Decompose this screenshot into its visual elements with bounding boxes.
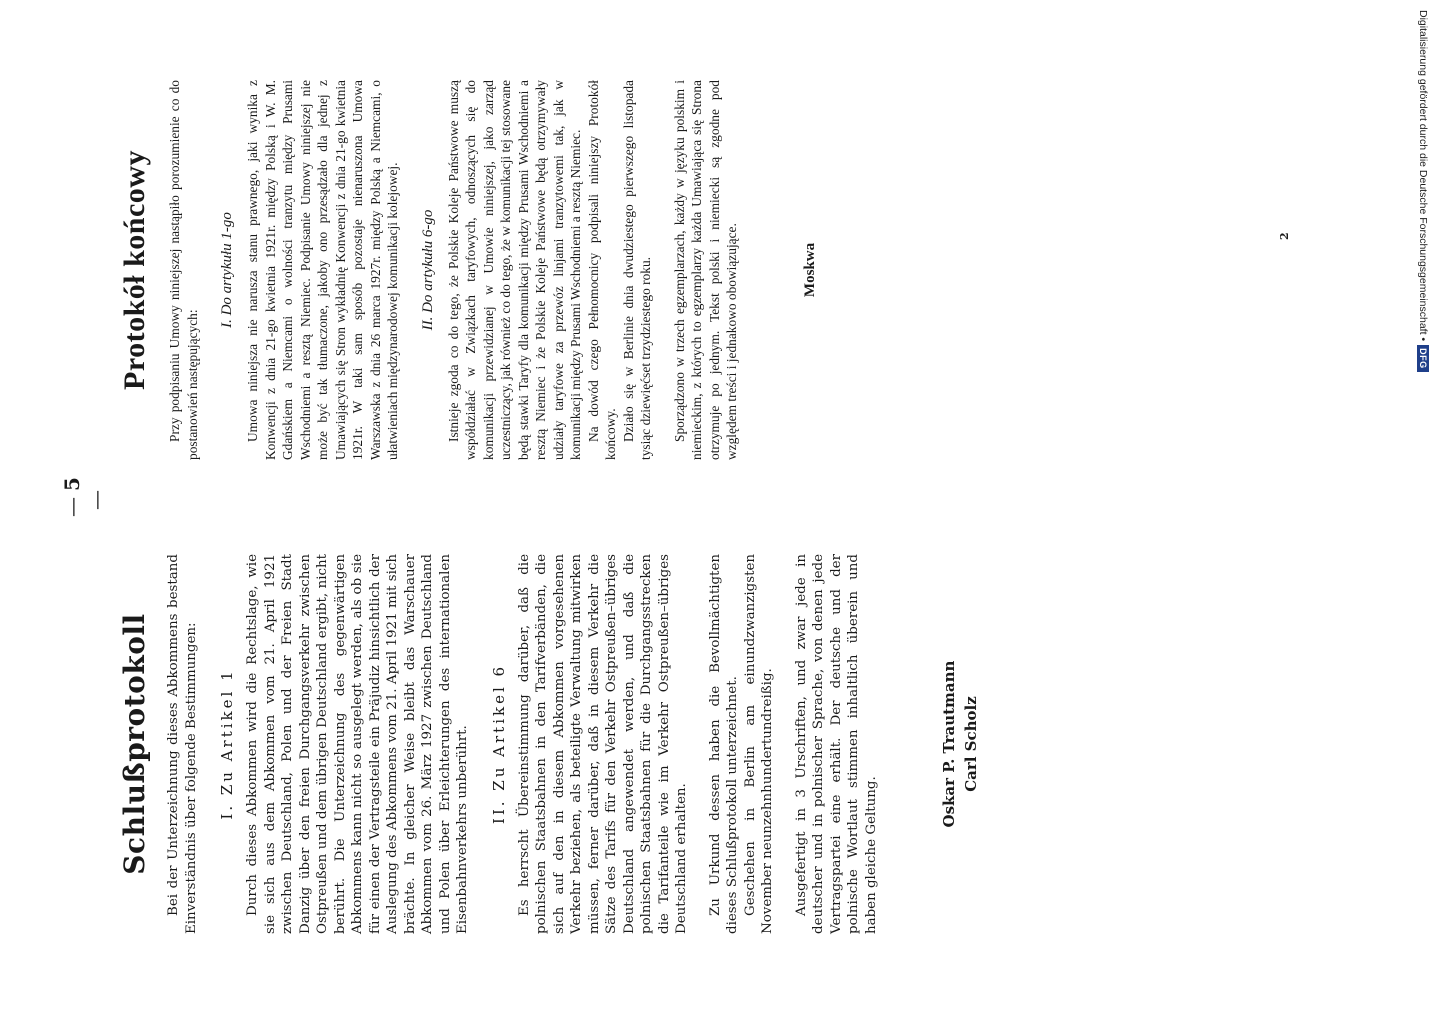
signature-trautmann: Oskar P. Trautmann	[940, 660, 958, 828]
polish-heading-article-1: I. Do artykułu 1-go	[219, 212, 235, 328]
dash-left: —	[60, 496, 84, 517]
polish-copies: Sporządzono w trzech egzemplarzach, każdy w języku polskim i niemieckim, z których to egzemplarzy każda Umawiająca się Strona otrzymuje po jednym. Tekst polski i niemiecki są zgodne pod względem treści i jednakowo obowiązujące.	[671, 80, 739, 460]
polish-column	[118, 80, 821, 460]
german-copies: Ausgefertigt in 3 Urschriften, und zwar jede in deutscher und in polnischer Sprache, von denen jede Vertragspartei eine erhält. Der deutsche und der polnische Wortlaut stimmen inhaltlich überein und haben gleiche Geltung.	[793, 554, 879, 934]
polish-paragraph-article-1: Umowa niniejsza nie narusza stanu prawnego, jaki wynika z Konwencji z dnia 21-go kwietnia 1921r. między Polską i W. M. Gdańskiem a Niemcami o wolności tranzytu między Prusami Wschodniemi a resztą Niemiec. Podpisanie Umowy niniejszej nie może być tak tłumaczone, jakoby ono przesądzało dla jednej z Umawiających się Stron wykładnię Konwencji z dnia 21-go kwietnia 1921r. W taki sam sposób pozostaje nienaruszona Umowa Warszawska z dnia 26 marca 1927r. między Polską a Niemcami, o ułatwieniach międzynarodowej komunikacji kolejowej.	[245, 80, 400, 460]
german-paragraph-article-1: Durch dieses Abkommen wird die Rechtslage, wie sie sich aus dem Abkommen vom 21. April 1921 zwischen Deutschland, Polen und der Freien Stadt Danzig über den freien Durchgangsverkehr zwischen Ostpreußen und dem übrigen Deutschland ergibt, nicht berührt. Die Unterzeichnung des gegenwärtigen Abkommens kann nicht so ausgelegt werden, als ob sie für einen der Vertragsteile ein Präjudiz hinsichtlich der Auslegung des Abkommens vom 21. April 1921 mit sich brächte. In gleicher Weise bleibt das Warschauer Abkommen vom 26. März 1927 zwischen Deutschland und Polen über Erleichterungen des internationalen Eisenbahnverkehrs unberührt.	[245, 554, 470, 934]
german-title: Schlußprotokoll	[118, 613, 151, 875]
polish-paragraph-article-6: Istnieje zgoda co do tego, że Polskie Koleje Państwowe muszą współdziałać w Związkach taryfowych, odnoszących się do komunikacji przewidzianej w Umowie niniejszej, jako zarząd uczestniczący, jak również co do tego, że w komunikacji tej stosowane będą stawki Taryfy dla komunikacji między Prusami Wschodniemi a resztą Niemiec i że Polskie Koleje Państwowe będą otrzymywały udziały taryfowe za przewóz linjami tranzytowemi tak, jak w komunikacji między Prusami Wschodniemi a resztą Niemiec.	[445, 80, 583, 460]
german-intro: Bei der Unterzeichnung dieses Abkommens bestand Einverständnis über folgende Bestimmungen:	[166, 554, 199, 934]
german-in-witness: Zu Urkund dessen haben die Bevollmächtigten dieses Schlußprotokoll unterzeichnet.	[707, 554, 740, 934]
polish-heading-article-6: II. Do artykułu 6-go	[419, 209, 436, 331]
page-number-value: 5	[60, 477, 84, 491]
polish-intro: Przy podpisaniu Umowy niniejszej nastąpiło porozumienie co do postanowień następujących:	[167, 80, 200, 460]
signature-moskwa: Moskwa	[801, 242, 818, 298]
polish-title: Protokół końcowy	[118, 150, 151, 390]
dash-right: —	[84, 490, 108, 510]
signature-scholz: Carl Scholz	[962, 696, 980, 792]
german-paragraph-article-6: Es herrscht Übereinstimmung darüber, daß die polnischen Staatsbahnen in den Tarifverbänden, die sich auf den in diesem Abkommen vorgesehenen Verkehr beziehen, als beteiligte Verwaltung mitwirken müssen, ferner darüber, daß in diesem Verkehr die Sätze des Tarifs für den Verkehr Ostpreußen–übriges Deutschland angewendet werden, und daß die polnischen Staatsbahnen für die Durchgangsstrecken die Tarifanteile wie im Verkehr Ostpreußen–übriges Deutschland erhalten.	[516, 554, 689, 934]
dfg-logo-icon: DFG	[1417, 345, 1429, 372]
digitization-credit	[1413, 0, 1433, 1000]
german-heading-article-6: II. Zu Artikel 6	[489, 663, 508, 825]
polish-signatures	[799, 80, 821, 460]
polish-in-witness: Na dowód czego Pełnomocnicy podpisali niniejszy Protokół końcowy.	[585, 80, 618, 460]
german-column	[118, 554, 982, 934]
footer-sheet-number: 2	[1278, 232, 1291, 240]
page-number	[60, 470, 108, 530]
credit-text: Digitalisierung gefördert durch die Deutsche Forschungsgemeinschaft •	[1417, 10, 1429, 342]
german-done-at: Geschehen in Berlin am einundzwanzigsten November neunzehnhundertundreißig.	[742, 554, 775, 934]
german-signatures	[938, 554, 982, 934]
german-heading-article-1: I. Zu Artikel 1	[218, 668, 236, 820]
polish-done-at: Działo się w Berlinie dnia dwudziestego pierwszego listopada tysiąc dziewięćset trzydziestego roku.	[620, 80, 653, 460]
